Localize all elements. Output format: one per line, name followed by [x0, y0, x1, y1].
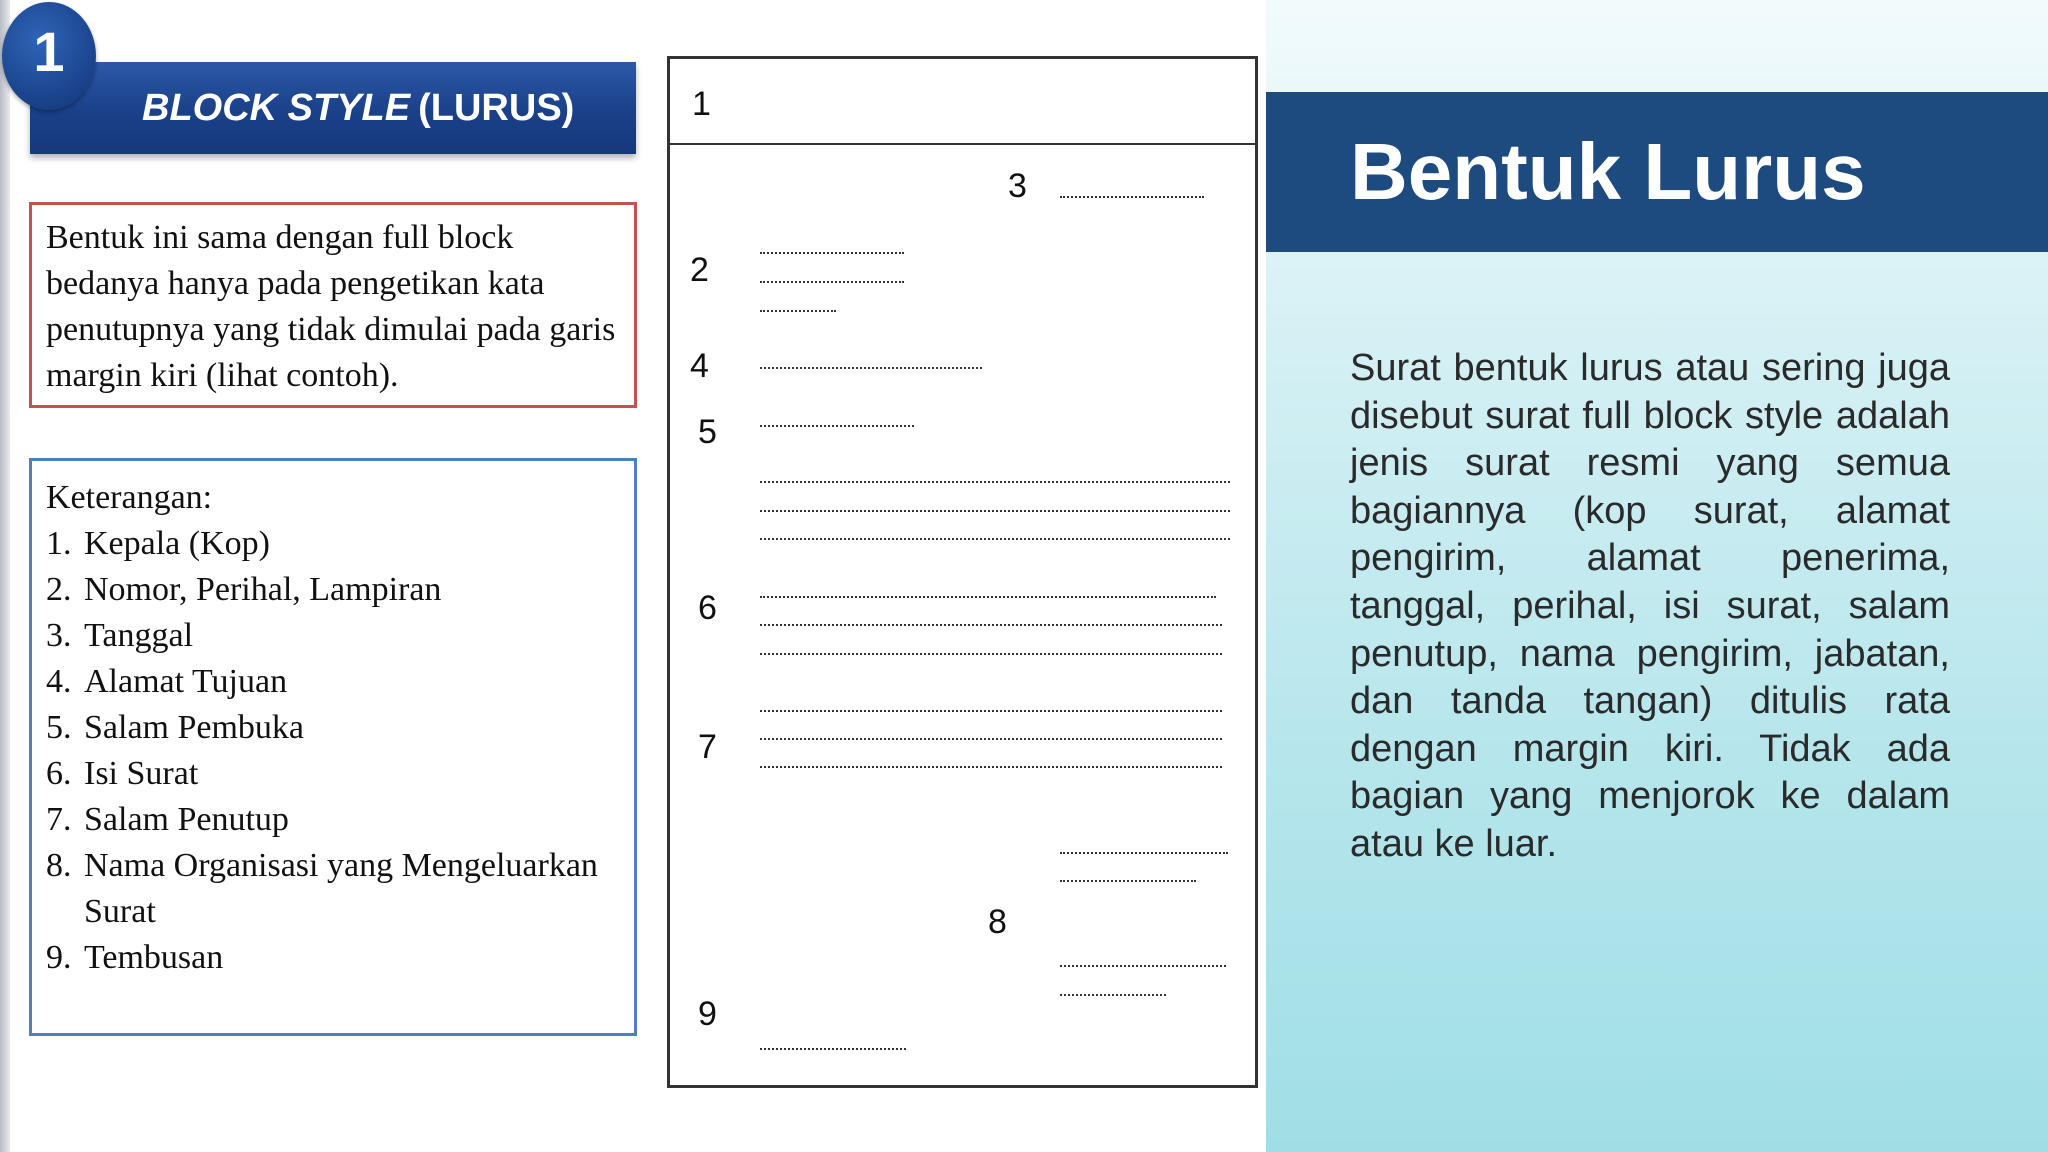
description-box: [29, 202, 637, 408]
legend-item-number: 1.: [46, 525, 72, 562]
legend-item-text: Tembusan: [84, 939, 224, 976]
slide-title-italic: BLOCK STYLE: [142, 86, 411, 129]
dotted-line: [760, 425, 914, 427]
slide-title: [30, 62, 636, 154]
legend-item: [46, 751, 634, 797]
dotted-line: [760, 252, 904, 254]
legend-item-number: 7.: [46, 801, 72, 838]
letter-label-tembusan: 9: [698, 995, 717, 1033]
legend-box: [29, 458, 637, 1036]
legend-item-number: 9.: [46, 939, 72, 976]
legend-item-number: 6.: [46, 755, 72, 792]
letter-label-organisasi: 8: [988, 903, 1007, 941]
letter-kop: [670, 59, 1255, 145]
dotted-line: [760, 596, 1216, 598]
number-badge: 1: [2, 2, 96, 110]
legend-item-number: 3.: [46, 617, 72, 654]
legend-item-text: Alamat Tujuan: [84, 663, 288, 700]
legend-item-number: 8.: [46, 847, 72, 884]
dotted-line: [760, 310, 836, 312]
legend-item-text: Kepala (Kop): [84, 525, 270, 562]
dotted-line: [1060, 852, 1228, 854]
slide-edge: [0, 0, 10, 1152]
legend-item-text: Tanggal: [84, 617, 194, 654]
dotted-line: [1060, 196, 1204, 198]
legend-item: [46, 797, 634, 843]
letter-label-salam-penutup: 7: [698, 728, 717, 766]
legend-item: [46, 705, 634, 751]
letter-label-salam-pembuka: 5: [698, 413, 717, 451]
letter-label-isi: 6: [698, 589, 717, 627]
dotted-line: [760, 653, 1222, 655]
text-panel: [1266, 0, 2048, 1152]
description-line: Bentuk ini sama dengan full block: [46, 219, 514, 256]
letter-label-tanggal: 3: [1008, 167, 1027, 205]
legend-item: [46, 567, 634, 613]
letter-sketch: [667, 56, 1258, 1088]
legend-item-text: Nama Organisasi yang Mengeluarkan Surat: [84, 847, 598, 930]
slide-title-rest: (LURUS): [418, 86, 575, 129]
description-line: margin kiri (lihat contoh).: [46, 357, 399, 394]
legend-item-number: 5.: [46, 709, 72, 746]
dotted-line: [760, 481, 1230, 483]
dotted-line: [1060, 994, 1166, 996]
dotted-line: [1060, 965, 1226, 967]
panel-body-text: Surat bentuk lurus atau sering juga disebut surat full block style adalah jenis surat resmi yang semua bagiannya (kop surat, alamat pengirim, alamat penerima, tanggal, perihal, isi surat, salam penutup, nama pengirim, jabatan, dan tanda tangan) ditulis rata dengan margin kiri. Tidak ada bagian yang menjorok ke dalam atau ke luar.: [1350, 347, 1950, 865]
description-line: bedanya hanya pada pengetikan kata: [46, 265, 545, 302]
legend-list: [46, 521, 634, 981]
legend-item: [46, 935, 634, 981]
description-line: penutupnya yang tidak dimulai pada garis: [46, 311, 616, 348]
dotted-line: [760, 766, 1222, 768]
dotted-line: [760, 1048, 906, 1050]
legend-item-text: Salam Pembuka: [84, 709, 305, 746]
letter-label-nomor: 2: [690, 251, 709, 289]
dotted-line: [760, 538, 1230, 540]
legend-item-number: 4.: [46, 663, 72, 700]
legend-item-text: Salam Penutup: [84, 801, 289, 838]
legend-title: Keterangan:: [46, 479, 213, 516]
dotted-line: [1060, 880, 1196, 882]
legend-item: [46, 843, 634, 935]
letter-label-alamat: 4: [690, 347, 709, 385]
dotted-line: [760, 367, 982, 369]
legend-item: [46, 521, 634, 567]
dotted-line: [760, 281, 904, 283]
dotted-line: [760, 510, 1230, 512]
legend-item-text: Isi Surat: [84, 755, 199, 792]
legend-item-text: Nomor, Perihal, Lampiran: [84, 571, 442, 608]
legend-item: [46, 613, 634, 659]
legend-item: [46, 659, 634, 705]
panel-heading: Bentuk Lurus: [1266, 92, 2048, 252]
letter-label-kop: 1: [692, 85, 711, 123]
dotted-line: [760, 710, 1222, 712]
dotted-line: [760, 624, 1222, 626]
legend-item-number: 2.: [46, 571, 72, 608]
dotted-line: [760, 738, 1222, 740]
